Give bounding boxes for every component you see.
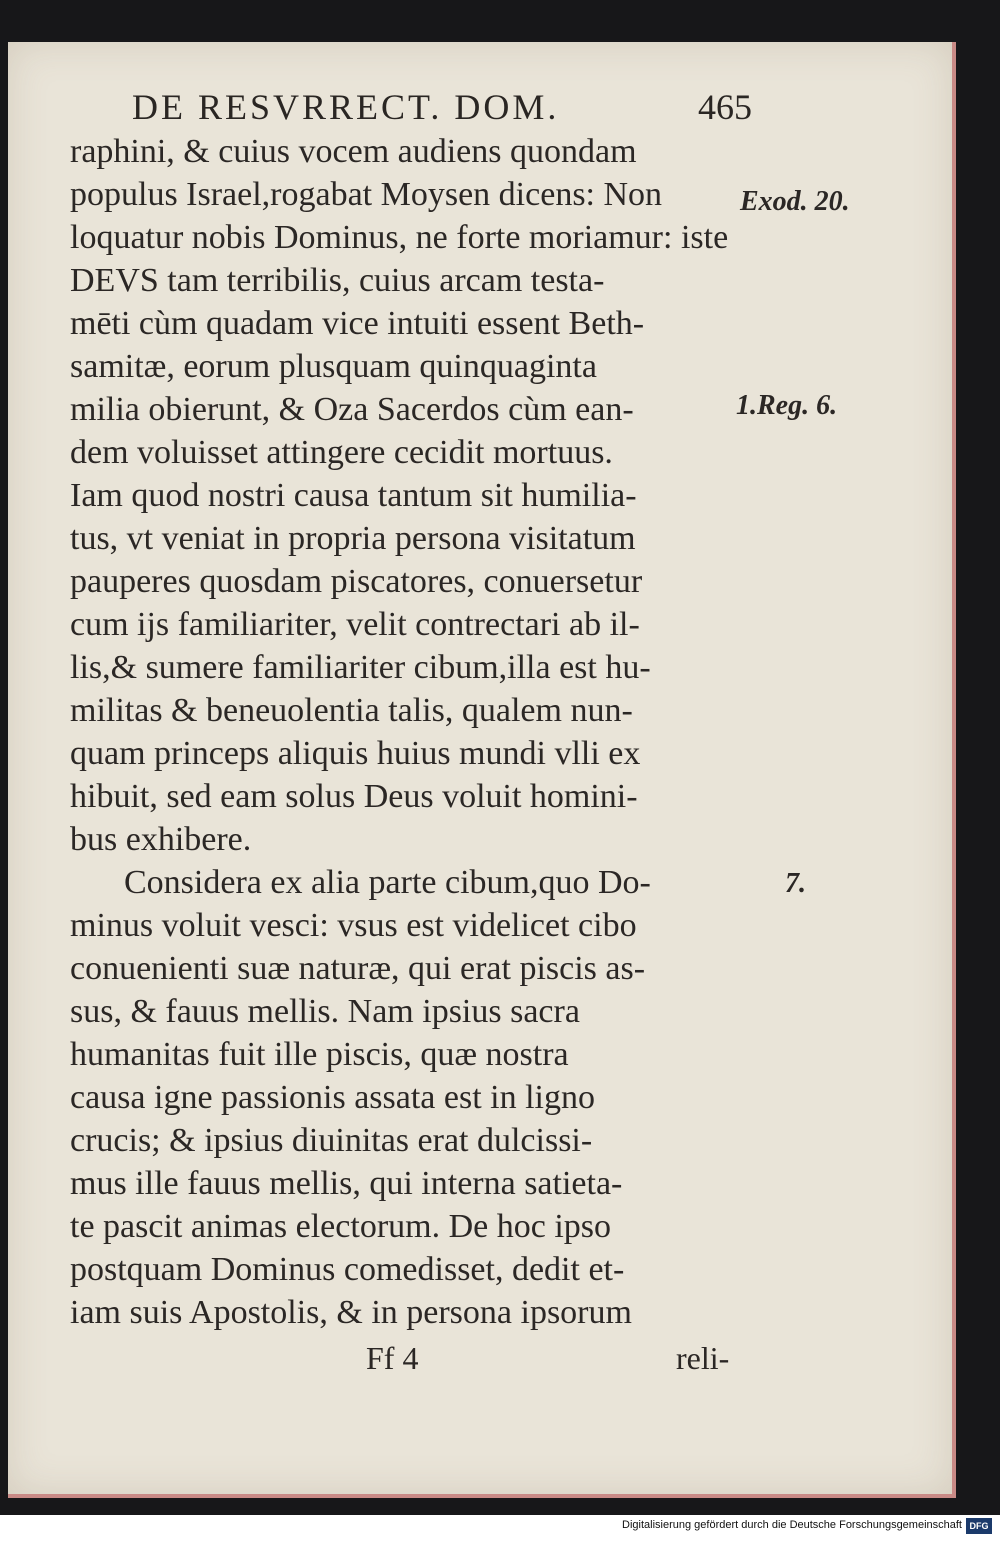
running-header <box>132 86 752 126</box>
signature-mark: Ff 4 <box>366 1340 419 1376</box>
text-line: crucis; & ipsius diuinitas erat dulcissi- <box>70 1122 593 1159</box>
text-line: humanitas fuit ille piscis, quæ nostra <box>70 1036 569 1073</box>
text-line: samitæ, eorum plusquam quinquaginta <box>70 348 597 385</box>
margin-note-kings: 1.Reg. 6. <box>736 390 838 421</box>
text-line: te pascit animas electorum. De hoc ipso <box>70 1208 611 1245</box>
text-line: militas & beneuolentia talis, qualem nun- <box>70 692 633 729</box>
text-line: cum ijs familiariter, velit contrectari ab il- <box>70 606 640 643</box>
text-line: DEVS tam terribilis, cuius arcam testa- <box>70 262 605 299</box>
text-line: bus exhibere. <box>70 821 252 858</box>
text-line: causa igne passionis assata est in ligno <box>70 1079 596 1116</box>
text-line: Iam quod nostri causa tantum sit humilia- <box>70 477 637 514</box>
funding-credit: Digitalisierung gefördert durch die Deutsche Forschungsgemeinschaft <box>622 1519 962 1531</box>
catchword: reli- <box>676 1340 730 1376</box>
text-line: tus, vt veniat in propria persona visitatum <box>70 520 636 557</box>
text-line: minus voluit vesci: vsus est videlicet cibo <box>70 907 637 944</box>
dfg-logo: DFG <box>966 1518 992 1534</box>
text-line: mēti cùm quadam vice intuiti essent Beth- <box>70 305 645 342</box>
text-line-paragraph-start: Considera ex alia parte cibum,quo Do- <box>124 864 651 901</box>
text-line: populus Israel,rogabat Moysen dicens: Non <box>70 176 663 213</box>
text-line: mus ille fauus mellis, qui interna satieta- <box>70 1165 623 1202</box>
text-line: milia obierunt, & Oza Sacerdos cùm ean- <box>70 391 634 428</box>
margin-note-exodus: Exod. 20. <box>740 186 850 217</box>
text-line: iam suis Apostolis, & in persona ipsorum <box>70 1294 632 1331</box>
margin-note-section-number: 7. <box>785 868 806 899</box>
text-line: quam princeps aliquis huius mundi vlli ex <box>70 735 641 772</box>
footer-bar <box>0 1515 1000 1541</box>
text-line: dem voluisset attingere cecidit mortuus. <box>70 434 613 471</box>
text-line: conuenienti suæ naturæ, qui erat piscis as- <box>70 950 646 987</box>
page-number: 465 <box>698 87 752 127</box>
running-title: DE RESVRRECT. DOM. <box>132 87 560 127</box>
text-line: lis,& sumere familiariter cibum,illa est hu- <box>70 649 651 686</box>
text-line: sus, & fauus mellis. Nam ipsius sacra <box>70 993 580 1030</box>
text-line: pauperes quosdam piscatores, conuersetur <box>70 563 643 600</box>
text-line: hibuit, sed eam solus Deus voluit homini- <box>70 778 638 815</box>
text-line: raphini, & cuius vocem audiens quondam <box>70 133 637 170</box>
body-text <box>70 130 730 1334</box>
text-line: loquatur nobis Dominus, ne forte moriamur: iste <box>70 219 729 256</box>
text-line: postquam Dominus comedisset, dedit et- <box>70 1251 625 1288</box>
